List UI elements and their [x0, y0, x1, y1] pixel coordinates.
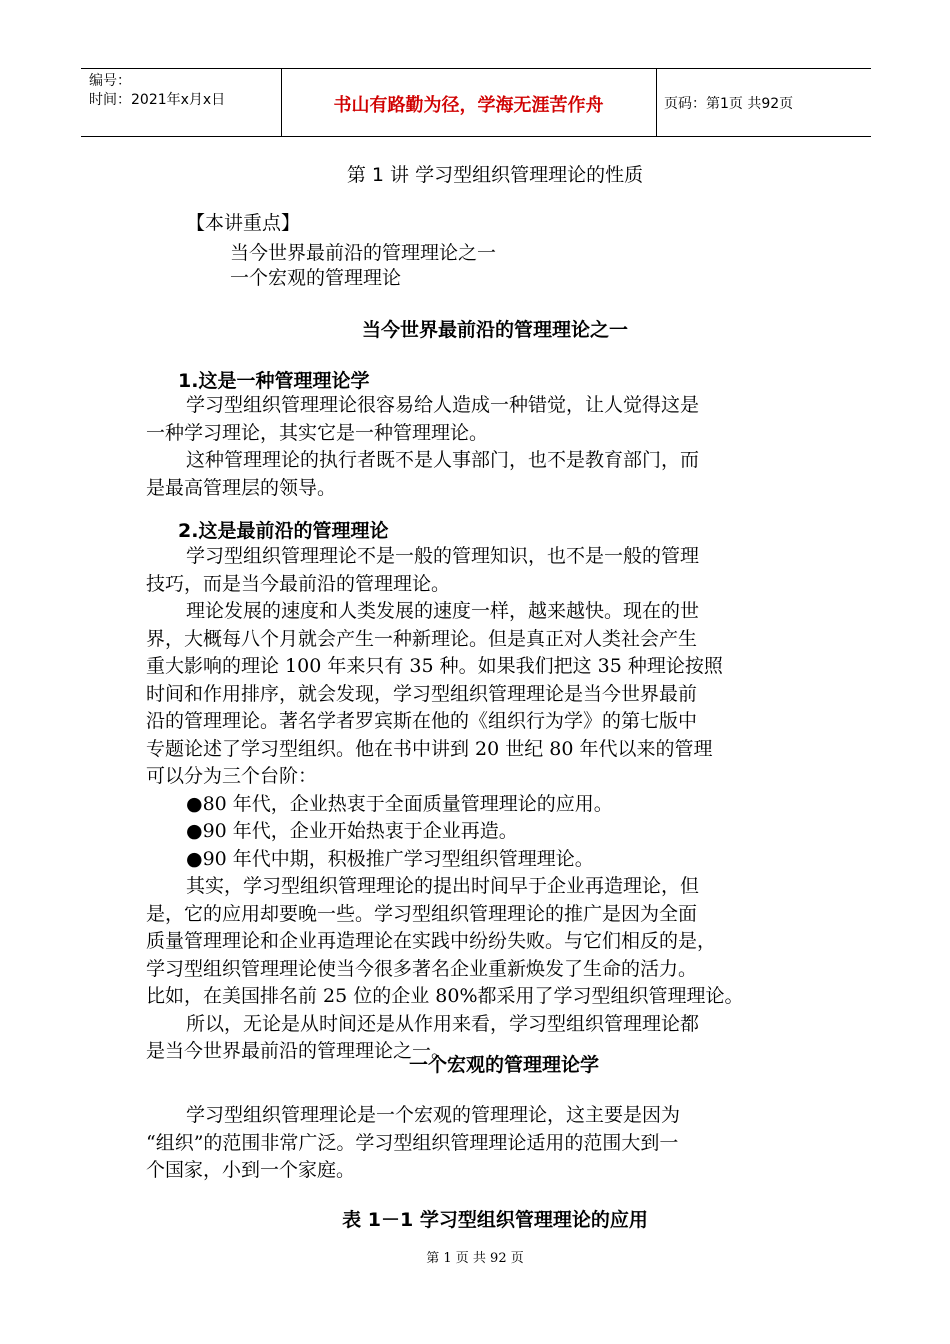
header-left [89, 72, 225, 110]
text-line: 专题论述了学习型组织。他在书中讲到 20 世纪 80 年代以来的管理 [146, 737, 713, 760]
motto: 书山有路勤为径，学海无涯苦作舟 [333, 95, 604, 116]
text-line: 沿的管理理论。著名学者罗宾斯在他的《组织行为学》的第七版中 [146, 710, 698, 732]
text-line: 时间和作用排序，就会发现，学习型组织管理理论是当今世界最前 [146, 682, 698, 705]
paragraph-block [146, 541, 816, 1064]
sub-heading: 1.这是一种管理理论学 [178, 370, 370, 392]
text-line: 比如，在美国排名前 25 位的企业 80%都采用了学习型组织管理理论。 [146, 985, 744, 1007]
text-line: 所以，无论是从时间还是从作用来看，学习型组织管理理论都 [186, 1012, 700, 1035]
text-line: 学习型组织管理理论不是一般的管理知识，也不是一般的管理 [186, 545, 700, 567]
page-label: 页码：第1页 共92页 [664, 96, 794, 112]
bullet-item: ●90 年代中期，积极推广学习型组织管理理论。 [186, 847, 594, 870]
text-line: 界，大概每八个月就会产生一种新理论。但是真正对人类社会产生 [146, 627, 698, 650]
text-line: 质量管理理论和企业再造理论在实践中纷纷失败。与它们相反的是， [146, 930, 717, 952]
paragraph-block [146, 1100, 816, 1183]
text-line: “组织”的范围非常广泛。学习型组织管理理论适用的范围大到一 [146, 1131, 679, 1154]
text-line: 这种管理理论的执行者既不是人事部门，也不是教育部门，而 [186, 449, 700, 471]
text-line: 其实，学习型组织管理理论的提出时间早于企业再造理论，但 [186, 875, 700, 897]
page-footer: 第 1 页 共 92 页 [426, 1251, 524, 1266]
text-line: 可以分为三个台阶： [146, 765, 318, 787]
text-line: 技巧，而是当今最前沿的管理理论。 [146, 572, 451, 595]
text-line: 学习型组织管理理论很容易给人造成一种错觉，让人觉得这是 [186, 394, 700, 416]
header-divider [656, 69, 657, 136]
text-line: 一种学习理论，其实它是一种管理理论。 [146, 421, 489, 444]
text-line: 是，它的应用却要晚一些。学习型组织管理理论的推广是因为全面 [146, 902, 698, 925]
text-line: 学习型组织管理理论是一个宏观的管理理论，这主要是因为 [186, 1104, 681, 1126]
text-line: 理论发展的速度和人类发展的速度一样，越来越快。现在的世 [186, 600, 700, 622]
text-line: 是当今世界最前沿的管理理论之一。 [146, 1040, 451, 1062]
bullet-item: ●80 年代，企业热衷于全面质量管理理论的应用。 [186, 792, 613, 815]
bullet-item: ●90 年代，企业开始热衷于企业再造。 [186, 820, 518, 842]
text-line: 个国家，小到一个家庭。 [146, 1159, 356, 1181]
table-title: 表 1－1 学习型组织管理理论的应用 [342, 1209, 648, 1231]
page-header [81, 68, 871, 137]
key-point-item: 一个宏观的管理理论 [230, 267, 402, 289]
sub-heading: 2.这是最前沿的管理理论 [178, 520, 389, 542]
key-point-item: 当今世界最前沿的管理理论之一 [230, 242, 497, 264]
paragraph-block [146, 390, 816, 500]
section-title: 当今世界最前沿的管理理论之一 [361, 319, 628, 341]
number-label: 编号： [89, 73, 131, 89]
lecture-title: 第 1 讲 学习型组织管理理论的性质 [346, 164, 644, 186]
text-line: 是最高管理层的领导。 [146, 476, 337, 499]
text-line: 学习型组织管理理论使当今很多著名企业重新焕发了生命的活力。 [146, 957, 698, 980]
text-line: 重大影响的理论 100 年来只有 35 种。如果我们把这 35 种理论按照 [146, 655, 723, 677]
section-title: 一个宏观的管理理论学 [408, 1054, 599, 1076]
time-label: 时间：2021年x月x日 [89, 92, 226, 108]
key-points-label: 【本讲重点】 [186, 212, 301, 234]
